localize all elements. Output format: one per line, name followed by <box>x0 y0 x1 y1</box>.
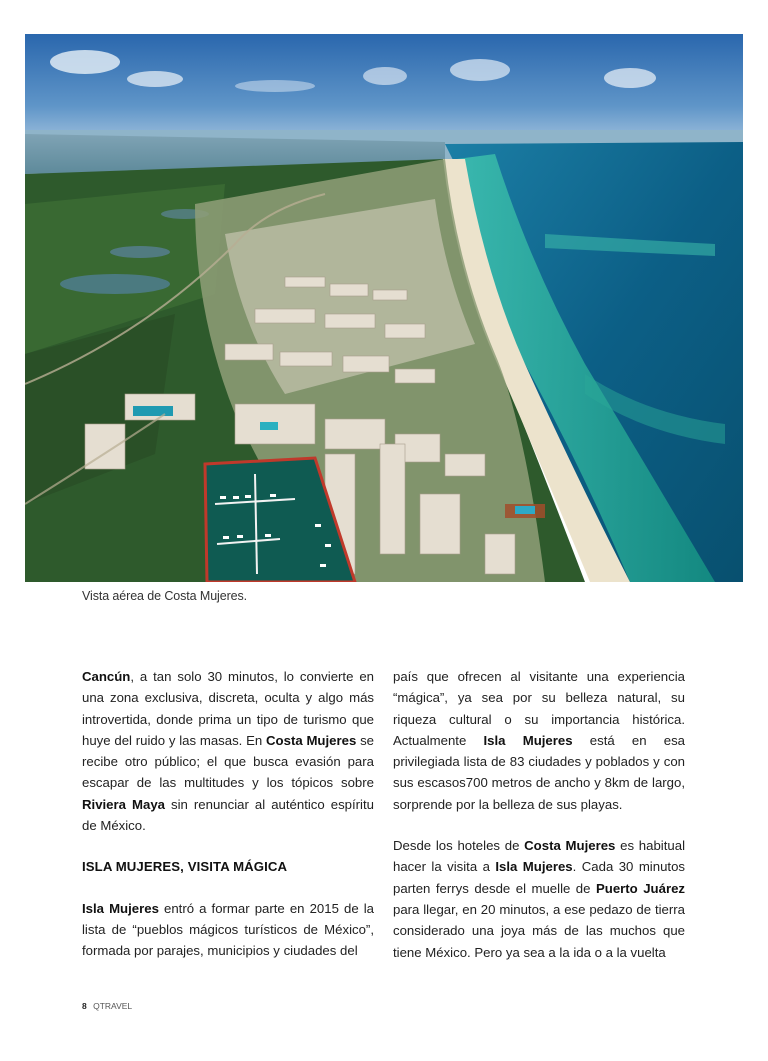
text-run: está en esa privilegiada lista de 83 ciudades y poblados y con sus escasos700 metros de ancho y 8km de largo, sorprende por la belleza de sus playas. <box>393 732 686 812</box>
text-run: se recibe otro público; el que busca evasión para escapar de las multitudes y los tópicos sobre <box>82 732 374 791</box>
section-heading: ISLA MUJERES, VISITA MÁGICA <box>82 859 288 875</box>
paragraph <box>82 898 374 962</box>
bold-term: Costa Mujeres <box>266 732 357 748</box>
page-number: 8 <box>82 1001 87 1011</box>
article-column-left <box>82 666 374 962</box>
bold-term: Isla Mujeres <box>82 900 159 916</box>
bold-term: Costa Mujeres <box>524 838 616 854</box>
bold-term: Riviera Maya <box>82 796 165 812</box>
bold-term: Puerto Juárez <box>595 880 685 896</box>
article-column-right <box>393 666 685 963</box>
photo-caption: Vista aérea de Costa Mujeres. <box>82 589 248 603</box>
paragraph <box>393 835 685 963</box>
bold-term: Cancún <box>82 669 131 684</box>
text-run: , a tan solo 30 minutos, lo convierte en una zona exclusiva, discreta, oculta y algo más introvertida, donde prima un tipo de turismo que huye del ruido y las masas. En <box>82 669 374 748</box>
paragraph <box>82 666 374 836</box>
aerial-coast-photo <box>25 34 743 582</box>
text-run: país que ofrecen al visitante una experiencia “mágica”, ya sea por su belleza natural, su riqueza cultural o su importancia histórica. Actualmente <box>393 669 685 748</box>
bold-term: Isla Mujeres <box>483 732 573 748</box>
text-run: es habitual hacer la visita a <box>393 838 686 875</box>
text-run: sin renunciar al auténtico espíritu de México. <box>82 796 374 834</box>
text-run: . Cada 30 minutos parten ferrys desde el muelle de <box>393 859 685 896</box>
magazine-name: QTRAVEL <box>93 1001 133 1011</box>
paragraph <box>393 666 685 815</box>
page-footer <box>82 1001 132 1011</box>
bold-term: Isla Mujeres <box>495 859 573 875</box>
text-run: para llegar, en 20 minutos, a ese pedazo de tierra considerado una joya más de las muchos que tiene México. Pero ya sea a la ida o a la vuelta <box>393 901 685 960</box>
text-run: entró a formar parte en 2015 de la lista de “pueblos mágicos turísticos de México”, formada por parajes, municipios y ciudades del <box>82 900 375 959</box>
text-run: Desde los hoteles de <box>393 838 525 854</box>
